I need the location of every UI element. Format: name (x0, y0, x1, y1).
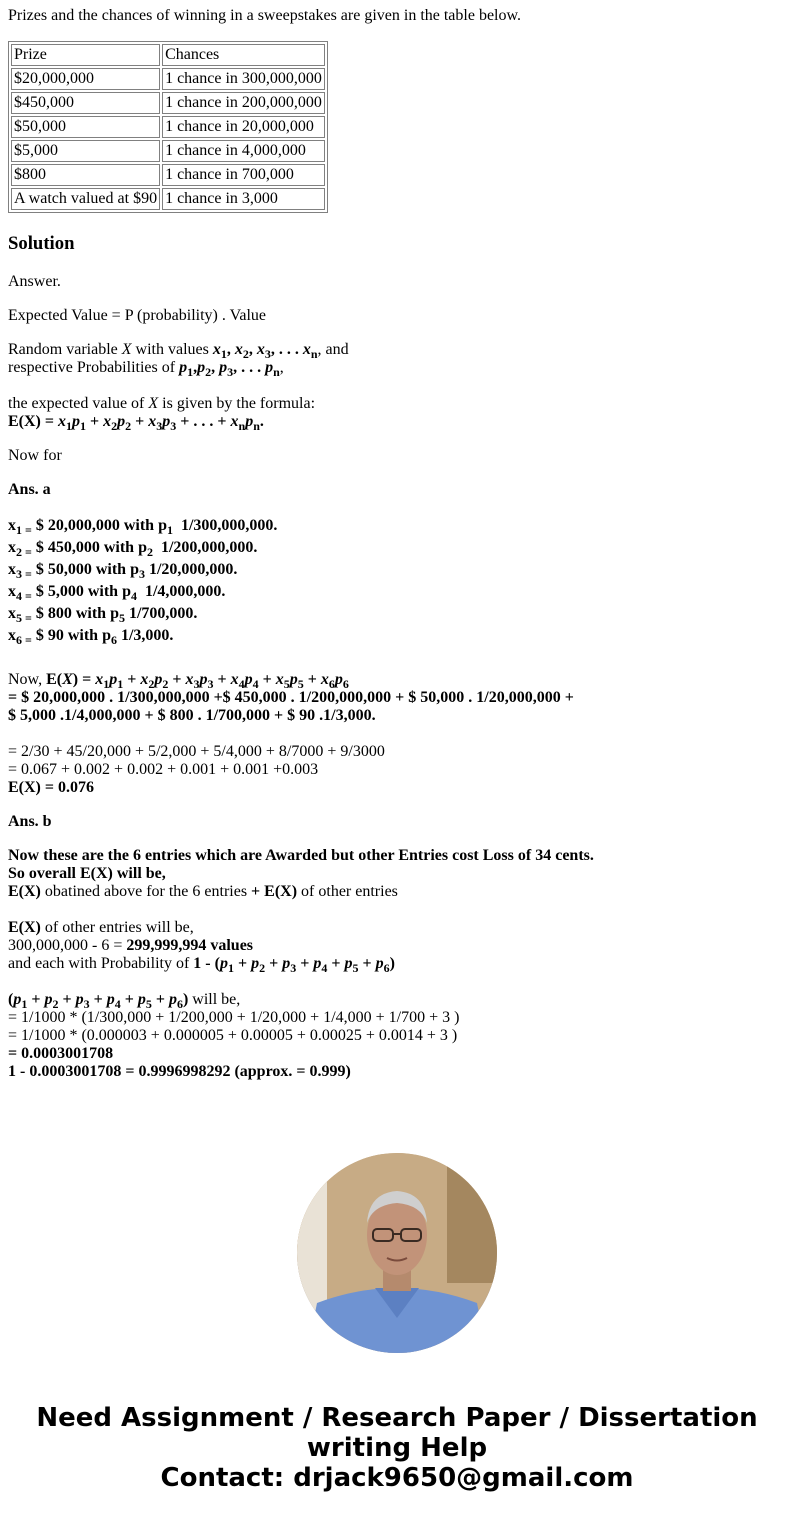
calc-line-2: $ 5,000 .1/4,000,000 + $ 800 . 1/700,000 + $ 90 .1/3,000. (8, 707, 376, 724)
formula-expected-value: E(X) (8, 413, 41, 430)
problem-intro: Prizes and the chances of winning in a sweepstakes are given in the table below. (8, 7, 522, 24)
footer-contact: Contact: drjack9650@gmail.com (160, 1463, 634, 1493)
b-sum-result: = 0.0003001708 (8, 1045, 114, 1062)
b-sum-intro: $(p_1 + p_2 + p_3 + p_4 + p_5 + p_6)$ will be, (8, 991, 241, 1011)
table-row (11, 92, 325, 114)
b-complement: 1 - 0.0003001708 = 0.9996998292 (approx. = 0.999) (8, 1063, 351, 1080)
prize-cell: A watch valued at $90 (11, 188, 160, 210)
prize-cell: $800 (11, 164, 160, 186)
value-line-5: $x_5$ $_=$ $ 800 with $p_5$ 1/700,000. (8, 605, 198, 625)
table-row (11, 188, 325, 210)
value-line-3: $x_3$ $_=$ $ 50,000 with $p_3$ 1/20,000,000. (8, 561, 238, 581)
calc-line-1: = $ 20,000,000 . 1/300,000,000 +$ 450,000 . 1/200,000,000 + $ 50,000 . 1/20,000,000 + (8, 689, 574, 706)
b-count-line: 300,000,000 - 6 = 299,999,994 values (8, 937, 254, 954)
result-a: E(X) = 0.076 (8, 779, 94, 796)
prize-cell: $20,000,000 (11, 68, 160, 90)
table-row (11, 68, 325, 90)
expected-value-definition: Expected Value = P (probability) . Value (8, 307, 266, 324)
header-chances: Chances (162, 44, 325, 66)
promo-footer (0, 1403, 794, 1493)
b-line-1: Now these are the 6 entries which are Awarded but other Entries cost Loss of 34 cents. (8, 847, 594, 864)
calculation-block: Now, $E(X) = x_1p_1 + x_2p_2 + x_3p_3 + x_4p_4 + x_5p_5 + x_6p_6$ = $ 20,000,000 . 1/300,000,000 +$ 450,000 . 1/200,000,000 + $ 50,000 . 1/20,000,000 + $ 5,000 .1/4,000,000 + $ 800 . 1/700,000 + $ 90 .1/3,000. = 2/30 + 45/20,000 + 5/2,000 + 5/4,000 + 8/7000 + 9/3000 = 0.067 + 0.002 + 0.002 + 0.001 + 0.001 +0.003 E(X) = 0.076 (8, 671, 574, 796)
prize-cell: $50,000 (11, 116, 160, 138)
ans-a-heading: Ans. a (8, 481, 51, 498)
table-row (11, 116, 325, 138)
value-line-4: $x_4$ $_=$ $ 5,000 with $p_4$ 1/4,000,000. (8, 583, 226, 603)
chance-cell: 1 chance in 20,000,000 (162, 116, 325, 138)
b-other-line: E(X) of other entries will be, (8, 919, 194, 936)
document-body (8, 0, 786, 1097)
prize-cell: $5,000 (11, 140, 160, 162)
calc-line-4: = 0.067 + 0.002 + 0.002 + 0.001 + 0.001 +0.003 (8, 761, 319, 778)
b-line-3: E(X) obatined above for the 6 entries + E(X) of other entries (8, 883, 398, 900)
chance-cell: 1 chance in 700,000 (162, 164, 325, 186)
b-prob-line: and each with Probability of $1 - (p_1 + p_2 + p_3 + p_4 + p_5 + p_6)$ (8, 955, 395, 975)
b-sum-line-2: = 1/1000 * (0.000003 + 0.000005 + 0.00005 + 0.00025 + 0.0014 + 3 ) (8, 1027, 458, 1044)
random-variable-definition: Random variable X with values $x_1$, $x_2$, $x_3$, . . . $x_n$, and respective Probabilities of $p_1,p_2$, $p_3$, . . . $p_n$, the expected value of X is given by the formula: $E(X) = x_1p_1 + x_2p_2 + x_3p_3$ + . . . + $x_np_n$. (8, 341, 349, 433)
author-avatar (297, 1153, 497, 1353)
values-list (8, 515, 786, 647)
ans-b-heading: Ans. b (8, 813, 52, 830)
value-line-1: $x_1$ $_=$ $ 20,000,000 with $p_1$ 1/300,000,000. (8, 517, 278, 537)
now-for-label: Now for (8, 447, 62, 464)
ans-b-block (8, 847, 786, 1081)
value-line-2: $x_2$ $_=$ $ 450,000 with $p_2$ 1/200,000,000. (8, 539, 258, 559)
solution-heading: Solution (8, 233, 75, 254)
chance-cell: 1 chance in 4,000,000 (162, 140, 325, 162)
chance-cell: 1 chance in 3,000 (162, 188, 325, 210)
b-sum-line-1: = 1/1000 * (1/300,000 + 1/200,000 + 1/20,000 + 1/4,000 + 1/700 + 3 ) (8, 1009, 460, 1026)
table-row (11, 140, 325, 162)
b-line-2: So overall E(X) will be, (8, 865, 166, 882)
footer-line-1: Need Assignment / Research Paper / Dissertation (36, 1403, 758, 1433)
answer-label: Answer. (8, 273, 61, 290)
chance-cell: 1 chance in 200,000,000 (162, 92, 325, 114)
prize-table (8, 41, 328, 213)
footer-line-2: writing Help (306, 1433, 488, 1463)
header-prize: Prize (11, 44, 160, 66)
value-line-6: $x_6$ $_=$ $ 90 with $p_6$ 1/3,000. (8, 627, 174, 647)
chance-cell: 1 chance in 300,000,000 (162, 68, 325, 90)
calc-line-3: = 2/30 + 45/20,000 + 5/2,000 + 5/4,000 + 8/7000 + 9/3000 (8, 743, 385, 760)
prize-cell: $450,000 (11, 92, 160, 114)
table-row (11, 164, 325, 186)
table-header-row (11, 44, 325, 66)
author-portrait-icon (297, 1153, 497, 1353)
